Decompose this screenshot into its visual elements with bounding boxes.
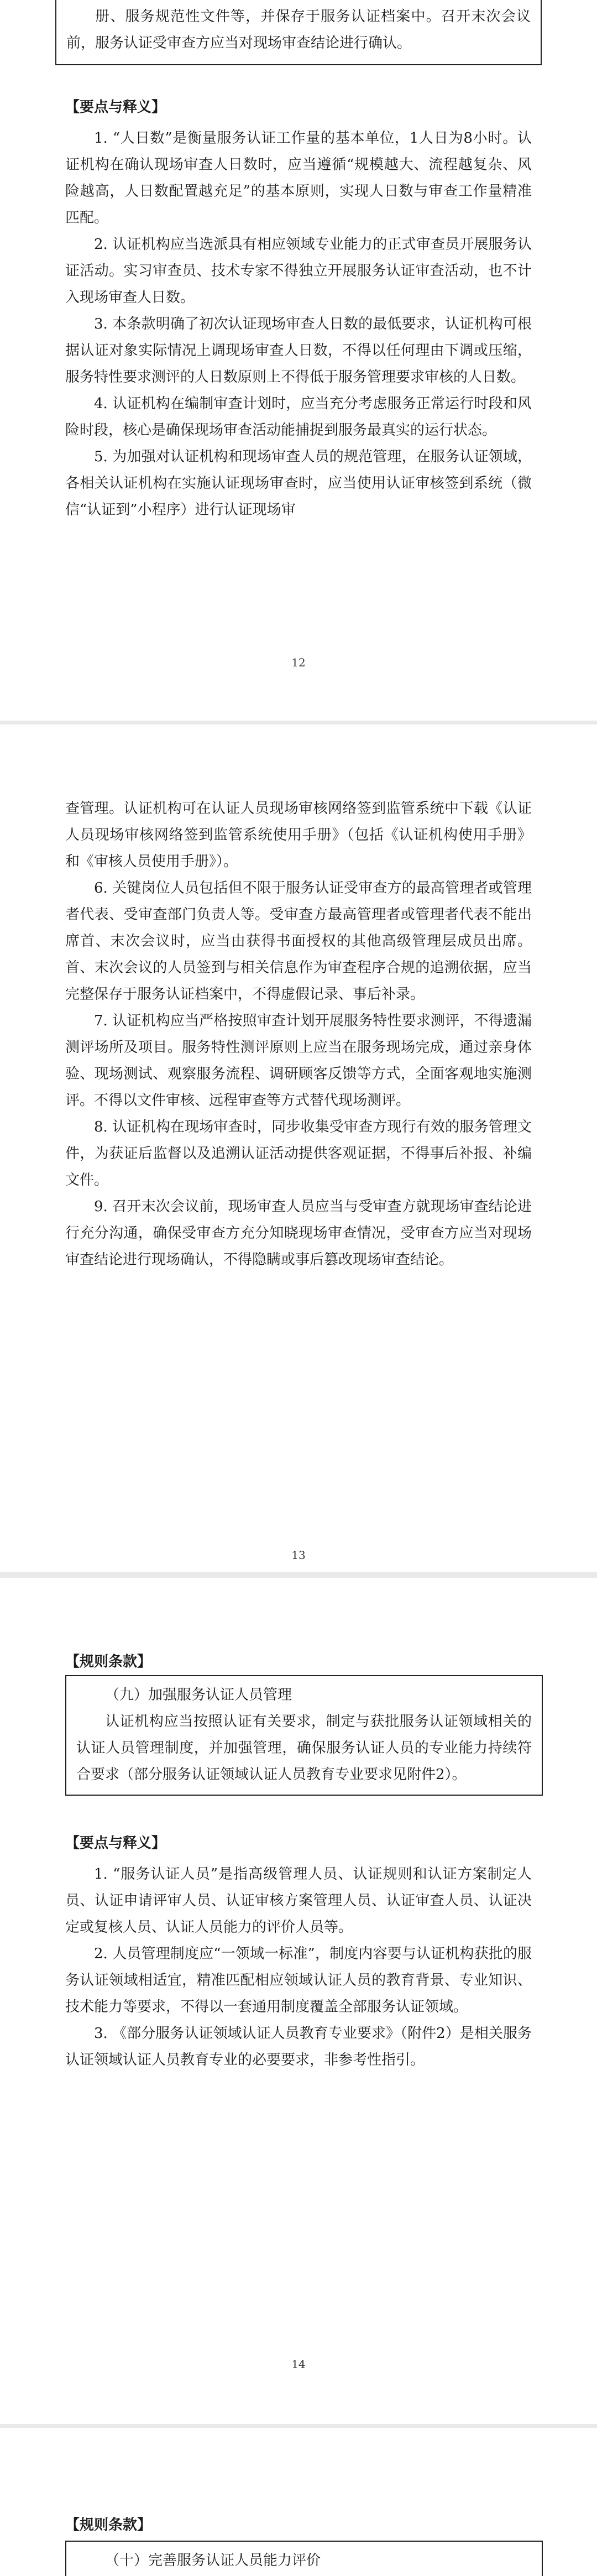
document-page-15 xyxy=(0,2428,597,2576)
paragraph: 2. 认证机构应当选派具有相应领域专业能力的正式审查员开展服务认证活动。实习审查员、技术专家不得独立开展服务认证审查活动，也不计入现场审查人日数。 xyxy=(65,236,532,306)
paragraph: 4. 认证机构在编制审查计划时，应当充分考虑服务正常运行时段和风险时段，核心是确保现场审查活动能捕捉到服务最真实的运行状态。 xyxy=(65,395,532,439)
paragraph: 7. 认证机构应当严格按照审查计划开展服务特性要求测评，不得遗漏测评场所及项目。服务特性测评原则上应当在服务现场完成，通过亲身体验、现场测试、观察服务流程、调研顾客反馈等方式，全面客观地实施测评。不得以文件审核、远程审查等方式替代现场测评。 xyxy=(65,1013,532,1109)
paragraph: 3. 《部分服务认证领域认证人员教育专业要求》（附件2）是相关服务认证领域认证人员教育专业的必要要求，非参考性指引。 xyxy=(65,2025,532,2068)
document-page-12 xyxy=(0,0,597,721)
paragraph: 1. “服务认证人员”是指高级管理人员、认证规则和认证方案制定人员、认证申请评审人员、认证审核方案管理人员、认证审查人员、认证决定或复核人员、认证人员能力的评价人员等。 xyxy=(65,1866,532,1936)
paragraph: 5. 为加强对认证机构和现场审查人员的规范管理，在服务认证领域，各相关认证机构在实施认证现场审查时，应当使用认证审核签到系统（微信“认证到”小程序）进行认证现场审 xyxy=(65,449,532,518)
section-heading-rule-clause: 【规则条款】 xyxy=(65,2517,152,2533)
rule-clause-box xyxy=(65,1675,543,1796)
paragraph: 查管理。认证机构可在认证人员现场审核网络签到监管系统中下载《认证人员现场审核网络签到监管系统使用手册》（包括《认证机构使用手册》和《审核人员使用手册》）。 xyxy=(65,800,532,870)
paragraph: 3. 本条款明确了初次认证现场审查人日数的最低要求，认证机构可根据认证对象实际情况上调现场审查人日数，不得以任何理由下调或压缩，服务特性要求测评的人日数原则上不得低于服务管理要求审核的人日数。 xyxy=(65,316,532,385)
paragraph: 8. 认证机构在现场审查时，同步收集受审查方现行有效的服务管理文件，为获证后监督以及追溯认证活动提供客观证据，不得事后补报、补编文件。 xyxy=(65,1119,532,1188)
page-number: 14 xyxy=(291,2358,306,2371)
page-number: 12 xyxy=(291,656,306,669)
page-number: 13 xyxy=(291,1548,306,1562)
section-heading-key-points: 【要点与释义】 xyxy=(65,1835,166,1852)
paragraph: 6. 关键岗位人员包括但不限于服务认证受审查方的最高管理者或管理者代表、受审查部门负责人等。受审查方最高管理者或管理者代表不能出席首、末次会议时，应当由获得书面授权的其他高级管理层成员出席。首、末次会议的人员签到与相关信息作为审查程序合规的追溯依据，应当完整保存于服务认证档案中，不得虚假记录、事后补录。 xyxy=(65,880,532,1003)
rule-clause-title: （九）加强服务认证人员管理 xyxy=(105,1687,292,1703)
rule-clause-text: 册、服务规范性文件等，并保存于服务认证档案中。召开末次会议前，服务认证受审查方应当对现场审查结论进行确认。 xyxy=(66,8,531,51)
section-heading-key-points: 【要点与释义】 xyxy=(65,99,166,116)
document-page-13 xyxy=(0,724,597,1572)
paragraph: 1. “人日数”是衡量服务认证工作量的基本单位，1人日为8小时。认证机构在确认现场审查人日数时，应当遵循“规模越大、流程越复杂、风险越高，人日数配置越充足”的基本原则，实现人日数与审查工作量精准匹配。 xyxy=(65,130,532,226)
section-heading-rule-clause: 【规则条款】 xyxy=(65,1654,152,1670)
paragraph: 2. 人员管理制度应“一领域一标准”，制度内容要与认证机构获批的服务认证领域相适宜，精准匹配相应领域认证人员的教育背景、专业知识、技术能力等要求，不得以一套通用制度覆盖全部服务认证领域。 xyxy=(65,1946,532,2015)
rule-clause-box xyxy=(55,0,542,65)
document-page-14 xyxy=(0,1578,597,2424)
rule-clause-title: （十）完善服务认证人员能力评价 xyxy=(105,2552,321,2569)
rule-clause-box xyxy=(65,2541,543,2576)
rule-clause-text: 认证机构应当按照认证有关要求，制定与获批服务认证领域相关的认证人员管理制度，并加强管理，确保服务认证人员的专业能力持续符合要求（部分服务认证领域认证人员教育专业要求见附件2）。 xyxy=(76,1713,532,1783)
paragraph: 9. 召开末次会议前，现场审查人员应当与受审查方就现场审查结论进行充分沟通，确保受审查方充分知晓现场审查情况，受审查方应当对现场审查结论进行现场确认，不得隐瞒或事后篡改现场审查结论。 xyxy=(65,1198,532,1268)
